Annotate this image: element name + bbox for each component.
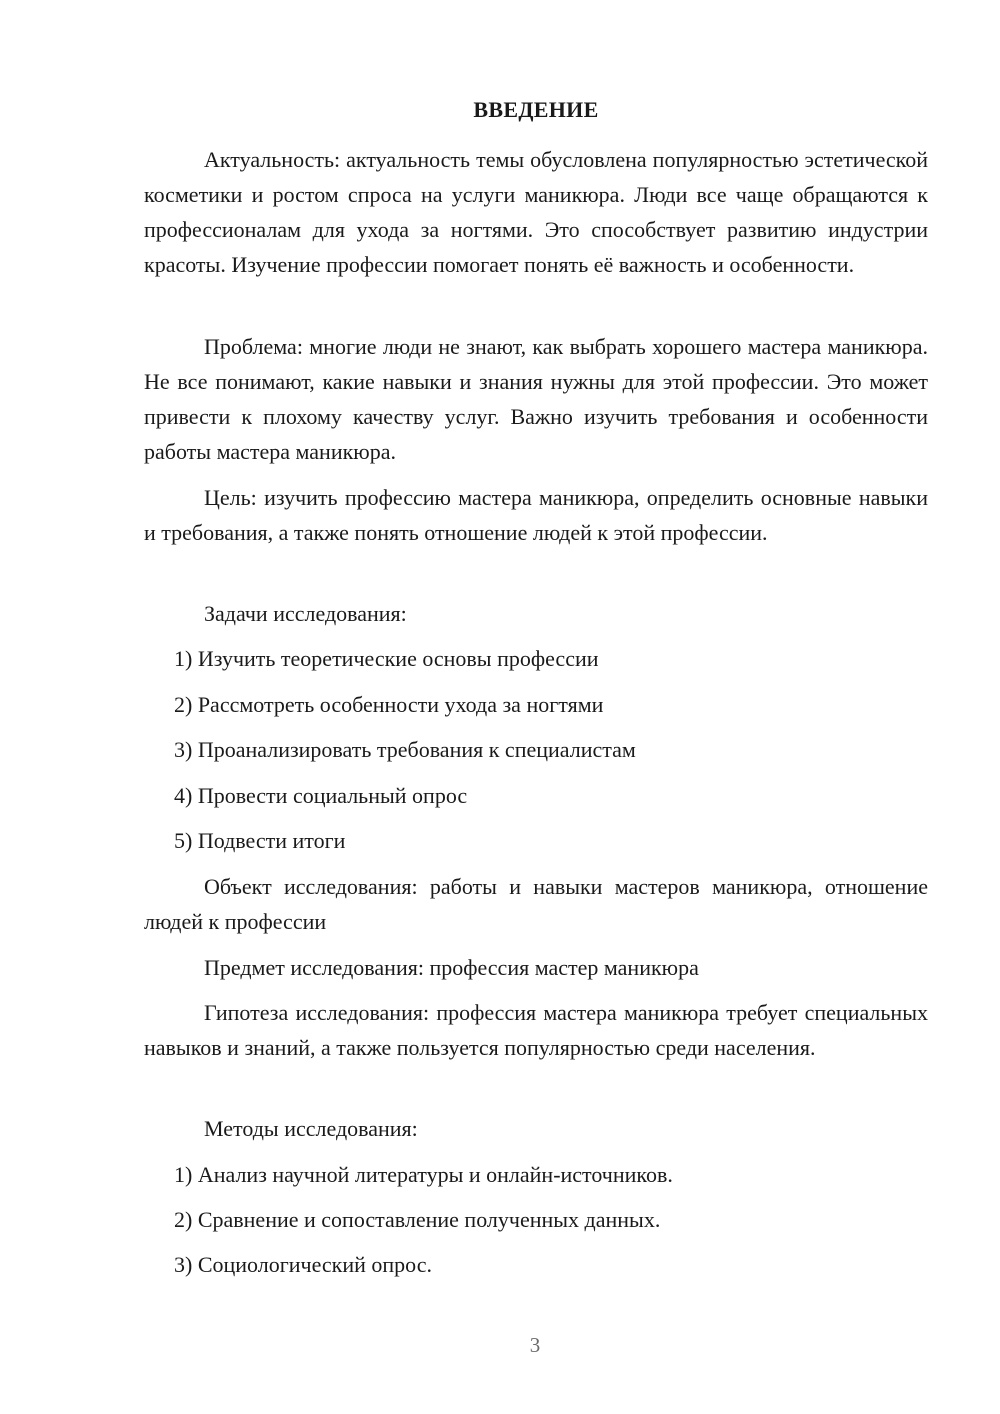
subject-block: [144, 950, 928, 985]
task-item-block: [144, 823, 928, 858]
goal-block: [144, 480, 928, 550]
methods-title-block: [144, 1111, 928, 1146]
list-item: 1) Анализ научной литературы и онлайн-источников.: [174, 1162, 673, 1187]
list-item: 5) Подвести итоги: [174, 828, 346, 853]
tasks-title: Задачи исследования:: [204, 601, 407, 626]
hypothesis-block: [144, 995, 928, 1065]
method-item-block: [144, 1247, 928, 1282]
method-item-block: [144, 1202, 928, 1237]
list-item: 3) Социологический опрос.: [174, 1252, 432, 1277]
subject-paragraph: Предмет исследования: профессия мастер маникюра: [204, 955, 699, 980]
list-item: 3) Проанализировать требования к специалистам: [174, 737, 636, 762]
tasks-title-block: [144, 596, 928, 631]
task-item-block: [144, 641, 928, 676]
method-item-block: [144, 1157, 928, 1192]
task-item-block: [144, 778, 928, 813]
list-item: 1) Изучить теоретические основы профессии: [174, 646, 599, 671]
list-item: 4) Провести социальный опрос: [174, 783, 468, 808]
page-number: 3: [529, 1333, 541, 1357]
task-item-block: [144, 732, 928, 767]
section-heading: ВВЕДЕНИЕ: [473, 97, 599, 122]
task-item-block: [144, 687, 928, 722]
list-item: 2) Сравнение и сопоставление полученных данных.: [174, 1207, 661, 1232]
relevance-paragraph: Актуальность: актуальность темы обусловлена популярностью эстетической косметики и ростом спроса на услуги маникюра. Люди все чаще обращаются к профессионалам для ухода за ногтями. Это способствует развитию индустрии красоты. Изучение профессии помогает понять её важность и особенности.: [144, 147, 928, 277]
problem-paragraph: Проблема: многие люди не знают, как выбрать хорошего мастера маникюра. Не все понимают, какие навыки и знания нужны для этой профессии. Это может привести к плохому качеству услуг. Важно изучить требования и особенности работы мастера маникюра.: [144, 334, 928, 464]
methods-title: Методы исследования:: [204, 1116, 418, 1141]
hypothesis-paragraph: Гипотеза исследования: профессия мастера маникюра требует специальных навыков и знаний, а также пользуется популярностью среди населения.: [144, 1000, 928, 1060]
list-item: 2) Рассмотреть особенности ухода за ногтями: [174, 692, 604, 717]
object-block: [144, 869, 928, 939]
goal-paragraph: Цель: изучить профессию мастера маникюра, определить основные навыки и требования, а также понять отношение людей к этой профессии.: [144, 485, 928, 545]
object-paragraph: Объект исследования: работы и навыки мастеров маникюра, отношение людей к профессии: [144, 874, 928, 934]
problem-block: [144, 329, 928, 469]
relevance-block: [144, 142, 928, 282]
